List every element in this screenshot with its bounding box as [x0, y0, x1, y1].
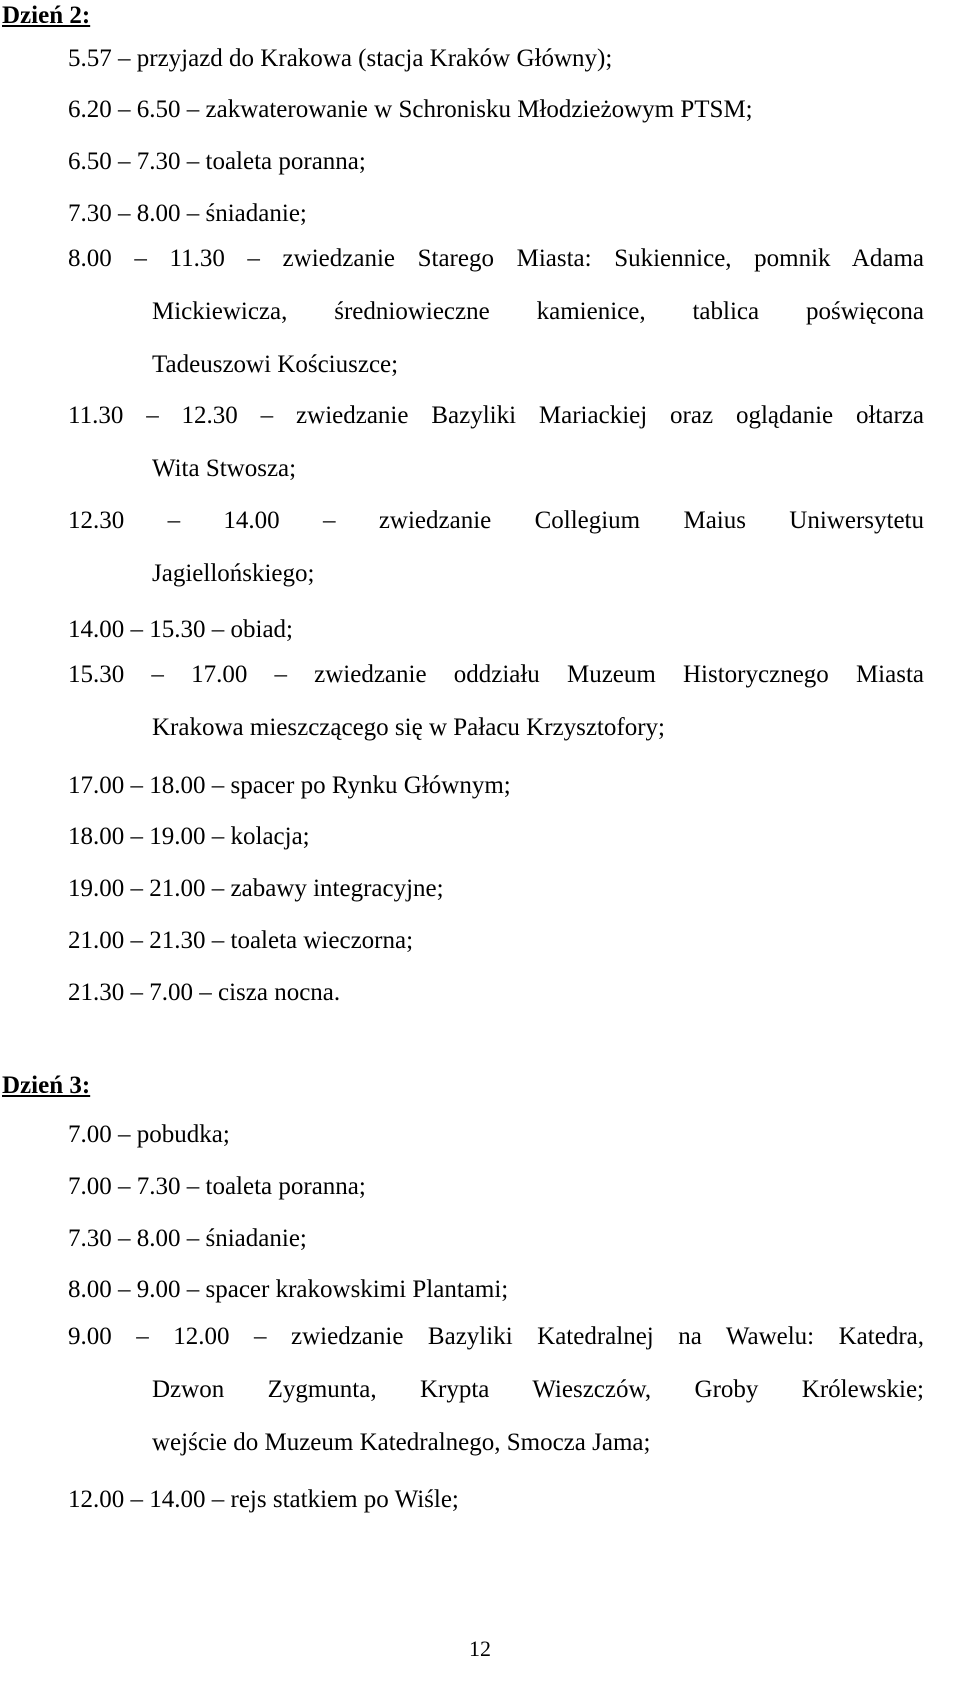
schedule-entry: 12.00 – 14.00 – rejs statkiem po Wiśle;	[68, 1486, 459, 1513]
day-3-heading: Dzień 3:	[2, 1072, 91, 1099]
schedule-entry: 17.00 – 18.00 – spacer po Rynku Głównym;	[68, 772, 511, 799]
schedule-entry: 21.00 – 21.30 – toaleta wieczorna;	[68, 927, 414, 954]
schedule-entry: 19.00 – 21.00 – zabawy integracyjne;	[68, 875, 444, 902]
schedule-entry	[68, 494, 924, 600]
entry-continuation: Krakowa mieszczącego się w Pałacu Krzysztofory;	[152, 714, 665, 741]
entry-line: 12.30 – 14.00 – zwiedzanie Collegium Maius Uniwersytetu	[68, 507, 924, 534]
schedule-entry: 7.00 – 7.30 – toaleta poranna;	[68, 1173, 366, 1200]
schedule-entry: 21.30 – 7.00 – cisza nocna.	[68, 979, 341, 1006]
schedule-entry: 7.30 – 8.00 – śniadanie;	[68, 200, 307, 227]
schedule-entry: 18.00 – 19.00 – kolacja;	[68, 823, 310, 850]
schedule-entry: 6.50 – 7.30 – toaleta poranna;	[68, 148, 366, 175]
schedule-entry	[68, 232, 924, 391]
entry-continuation: Mickiewicza, średniowieczne kamienice, tablica poświęcona	[152, 298, 924, 325]
entry-continuation: Dzwon Zygmunta, Krypta Wieszczów, Groby Królewskie;	[152, 1376, 924, 1403]
entry-line: 11.30 – 12.30 – zwiedzanie Bazyliki Mariackiej oraz oglądanie ołtarza	[68, 402, 924, 429]
entry-line: 8.00 – 11.30 – zwiedzanie Starego Miasta: Sukiennice, pomnik Adama	[68, 245, 924, 272]
schedule-entry: 7.00 – pobudka;	[68, 1121, 230, 1148]
page-number: 12	[469, 1636, 491, 1661]
entry-continuation: Jagiellońskiego;	[152, 560, 315, 587]
schedule-entry	[68, 389, 924, 495]
schedule-entry: 8.00 – 9.00 – spacer krakowskimi Plantami;	[68, 1276, 509, 1303]
schedule-entry	[68, 1310, 924, 1469]
entry-continuation: Tadeuszowi Kościuszce;	[152, 351, 399, 378]
schedule-entry: 5.57 – przyjazd do Krakowa (stacja Kraków Główny);	[68, 45, 613, 72]
schedule-entry: 6.20 – 6.50 – zakwaterowanie w Schronisku Młodzieżowym PTSM;	[68, 96, 753, 123]
schedule-entry: 14.00 – 15.30 – obiad;	[68, 616, 293, 643]
entry-line: 9.00 – 12.00 – zwiedzanie Bazyliki Katedralnej na Wawelu: Katedra,	[68, 1323, 924, 1350]
entry-line: 15.30 – 17.00 – zwiedzanie oddziału Muzeum Historycznego Miasta	[68, 661, 924, 688]
day-2-heading: Dzień 2:	[2, 2, 91, 29]
entry-continuation: Wita Stwosza;	[152, 455, 297, 482]
schedule-entry	[68, 648, 924, 754]
entry-continuation: wejście do Muzeum Katedralnego, Smocza Jama;	[152, 1429, 651, 1456]
schedule-entry: 7.30 – 8.00 – śniadanie;	[68, 1225, 307, 1252]
